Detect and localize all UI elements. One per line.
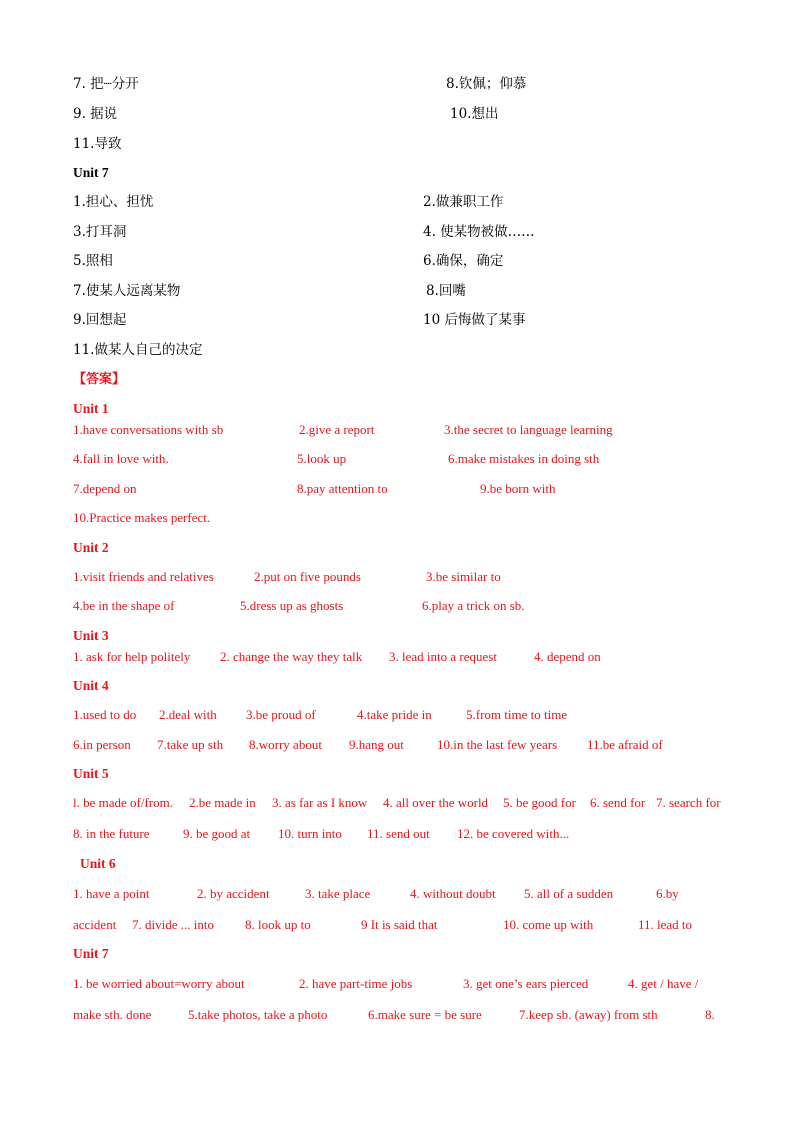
answer-row: [0, 566, 800, 588]
answer-item: make sth. done: [73, 1007, 152, 1022]
answer-item: 11.be afraid of: [587, 737, 663, 752]
answer-item: 8. look up to: [245, 917, 311, 932]
unit-heading: Unit 2: [73, 540, 109, 555]
answer-item: 5. be good for: [503, 795, 576, 810]
vocab-item: 8.钦佩；仰慕: [446, 76, 527, 92]
vocab-item: 6.确保，确定: [423, 253, 504, 269]
answer-item: 11. lead to: [638, 917, 693, 932]
answer-item: 9. be good at: [183, 826, 251, 841]
answer-item: 4. get / have /: [628, 976, 699, 991]
vocab-item: 9. 据说: [73, 106, 118, 122]
vocab-item: 5.照相: [73, 253, 113, 269]
vocab-item: 1.担心、担忧: [73, 194, 154, 210]
unit-heading: Unit 7: [73, 165, 109, 180]
answer-item: 9 It is said that: [361, 917, 438, 932]
answer-item: 3. as far as I know: [272, 795, 368, 810]
answer-item: 8.worry about: [249, 737, 322, 752]
unit7-question-row: [0, 250, 800, 272]
answer-item: 2.deal with: [159, 707, 217, 722]
answer-row: [0, 704, 800, 726]
vocab-item: 11.做某人自己的决定: [73, 342, 203, 358]
answer-item: 10. come up with: [503, 917, 594, 932]
unit-heading: Unit 5: [73, 766, 109, 781]
unit7-question-row: [0, 309, 800, 331]
unit7-question-row: [0, 339, 800, 361]
answer-item: 10.in the last few years: [437, 737, 558, 752]
answer-item: 3. get one’s ears pierced: [463, 976, 589, 991]
vocab-item: 7.使某人远离某物: [73, 283, 181, 299]
answer-item: 4.fall in love with.: [73, 451, 169, 466]
answer-row: [0, 823, 800, 845]
vocab-item: 11.导致: [73, 136, 122, 152]
answer-row: [0, 792, 800, 814]
answer-item: 3.be proud of: [246, 707, 316, 722]
answer-item: 2.put on five pounds: [254, 569, 361, 584]
unit-heading: Unit 6: [80, 856, 116, 871]
answer-item: 4. without doubt: [410, 886, 496, 901]
answer-item: 11. send out: [367, 826, 430, 841]
vocab-row-11: [0, 133, 800, 155]
answer-item: 3. lead into a request: [389, 649, 497, 664]
answer-item: 5.take photos, take a photo: [188, 1007, 328, 1022]
vocab-row-7-8: [0, 73, 800, 95]
answer-unit5-heading: [0, 763, 800, 785]
answer-item: 4. depend on: [534, 649, 601, 664]
answer-unit7-heading: [0, 943, 800, 965]
answer-item: 5.dress up as ghosts: [240, 598, 344, 613]
answer-item: 7. divide ... into: [132, 917, 214, 932]
answer-row: [0, 507, 800, 529]
unit-heading: Unit 7: [73, 946, 109, 961]
answer-item: 1.used to do: [73, 707, 137, 722]
unit7-question-row: [0, 191, 800, 213]
answer-item: 2. have part-time jobs: [299, 976, 413, 991]
answer-item: 8.: [705, 1007, 715, 1022]
answer-row: [0, 914, 800, 936]
answer-item: 7. search for: [656, 795, 721, 810]
vocab-item: 7. 把┈分开: [73, 76, 139, 92]
vocab-item: 4. 使某物被做……: [423, 224, 535, 240]
unit7-question-row: [0, 221, 800, 243]
answer-item: 9.be born with: [480, 481, 556, 496]
answer-item: 5. all of a sudden: [524, 886, 614, 901]
answer-item: 2. change the way they talk: [220, 649, 363, 664]
answer-item: 6.play a trick on sb.: [422, 598, 525, 613]
answer-unit4-heading: [0, 675, 800, 697]
answer-row: [0, 1004, 800, 1026]
answer-title-line: [0, 369, 800, 391]
answer-item: 1. have a point: [73, 886, 150, 901]
answer-item: 4.take pride in: [357, 707, 432, 722]
answer-item: 6.make mistakes in doing sth: [448, 451, 600, 466]
answer-item: 1.have conversations with sb: [73, 422, 224, 437]
unit-heading: Unit 4: [73, 678, 109, 693]
answer-item: 5.from time to time: [466, 707, 568, 722]
answer-item: 8.pay attention to: [297, 481, 388, 496]
answer-item: 10.Practice makes perfect.: [73, 510, 211, 525]
vocab-item: 10 后悔做了某事: [423, 312, 526, 328]
vocab-item: 10.想出: [450, 106, 499, 122]
answer-item: 3.the secret to language learning: [444, 422, 613, 437]
vocab-item: 2.做兼职工作: [423, 194, 504, 210]
answer-item: 1. ask for help politely: [73, 649, 191, 664]
answer-row: [0, 595, 800, 617]
answer-row: [0, 419, 800, 441]
answer-item: 7.take up sth: [157, 737, 224, 752]
answer-item: 7.keep sb. (away) from sth: [519, 1007, 658, 1022]
answer-item: 6.in person: [73, 737, 131, 752]
answer-row: [0, 448, 800, 470]
answer-item: 10. turn into: [278, 826, 342, 841]
answer-item: 6.by: [656, 886, 679, 901]
vocab-item: 3.打耳洞: [73, 224, 127, 240]
answer-item: 9.hang out: [349, 737, 404, 752]
answer-item: 5.look up: [297, 451, 347, 466]
unit7-question-row: [0, 280, 800, 302]
vocab-row-9-10: [0, 103, 800, 125]
answer-item: 2.give a report: [299, 422, 375, 437]
answer-item: 1. be worried about=worry about: [73, 976, 245, 991]
answer-item: 1.visit friends and relatives: [73, 569, 214, 584]
answer-item: l. be made of/from.: [73, 795, 173, 810]
unit-heading: Unit 3: [73, 628, 109, 643]
answer-unit3-heading: [0, 625, 800, 647]
answer-row: [0, 646, 800, 668]
answer-item: 3. take place: [305, 886, 371, 901]
vocab-item: 9.回想起: [73, 312, 127, 328]
answer-item: 3.be similar to: [426, 569, 501, 584]
answer-item: 4. all over the world: [383, 795, 489, 810]
answer-item: 2.be made in: [189, 795, 256, 810]
answer-row: [0, 883, 800, 905]
answer-item: 7.depend on: [73, 481, 137, 496]
answer-row: [0, 478, 800, 500]
answer-row: [0, 734, 800, 756]
answer-item: 8. in the future: [73, 826, 150, 841]
unit-heading: Unit 1: [73, 401, 109, 416]
answer-item: 6.make sure = be sure: [368, 1007, 482, 1022]
vocab-item: 8.回嘴: [426, 283, 466, 299]
answer-title: 【答案】: [73, 372, 126, 387]
answer-item: 12. be covered with...: [457, 826, 570, 841]
answer-row: [0, 973, 800, 995]
unit7-question-heading: [0, 162, 800, 184]
answer-unit1-heading: [0, 398, 800, 420]
answer-item: accident: [73, 917, 117, 932]
answer-unit2-heading: [0, 537, 800, 559]
answer-item: 4.be in the shape of: [73, 598, 175, 613]
answer-item: 6. send for: [590, 795, 646, 810]
answer-item: 2. by accident: [197, 886, 270, 901]
answer-unit6-heading: [0, 853, 800, 875]
